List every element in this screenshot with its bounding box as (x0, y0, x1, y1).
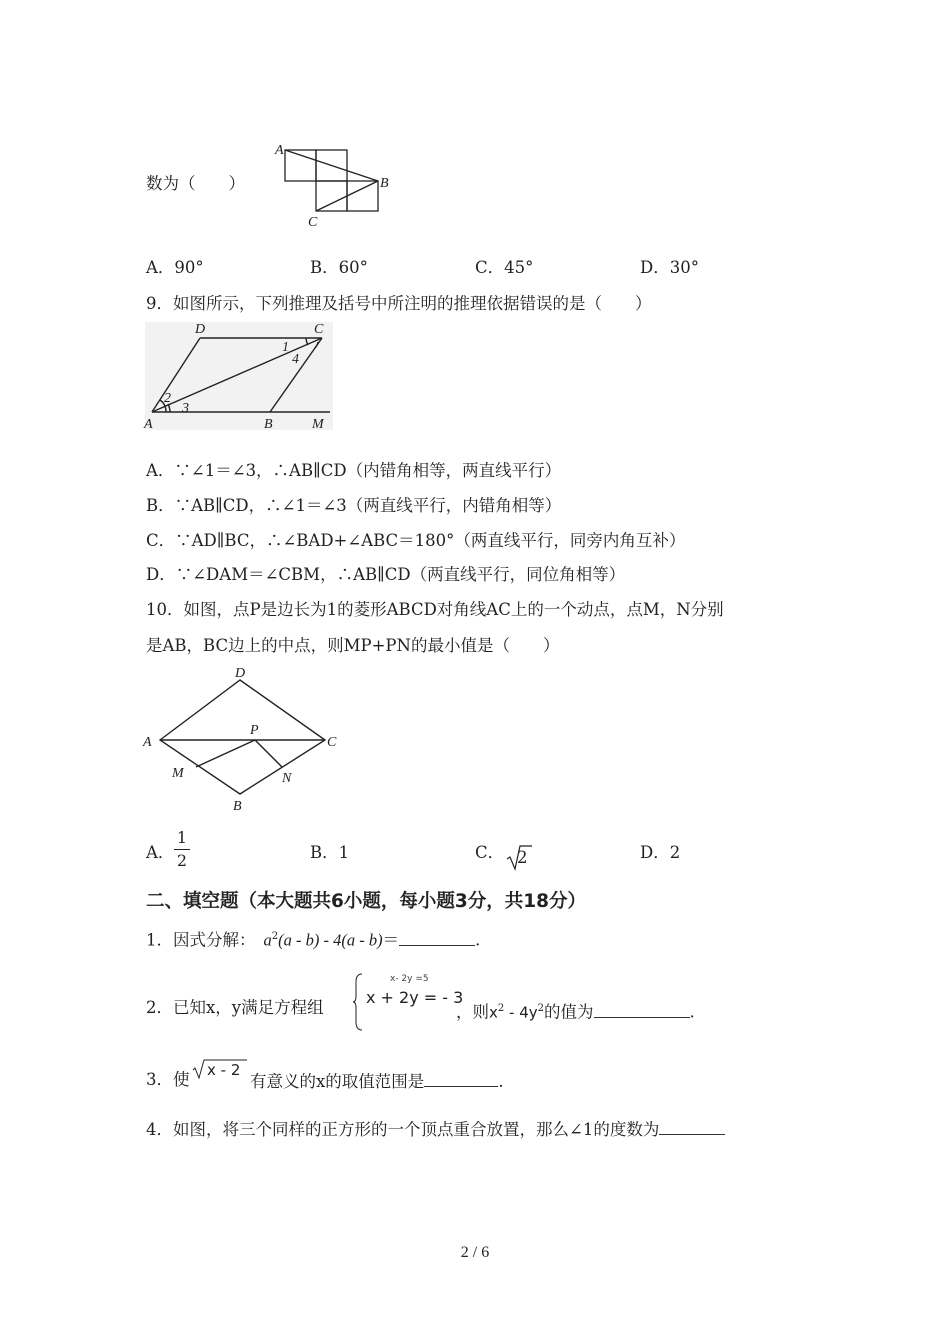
question-9-figure (140, 318, 340, 433)
fraction-bar (174, 849, 190, 850)
fill-2-tail (456, 999, 695, 1023)
q10-option-c-prefix: C． (475, 843, 505, 862)
angle-1: 1 (282, 340, 289, 355)
q10-option-a-fraction (174, 828, 190, 871)
label-c: C (308, 215, 318, 230)
question-8-tail: 数为（ ） (146, 174, 245, 193)
fill-2-expr-sup1: 2 (497, 1003, 505, 1014)
question-9-stem: 9．如图所示，下列推理及括号中所注明的推理依据错误的是（ ） (146, 294, 652, 313)
fraction-numerator: 1 (176, 828, 188, 847)
fill-3-prefix: 3．使 (146, 1070, 190, 1089)
page-number: 2 / 6 (460, 1244, 490, 1261)
question-8-figure (270, 138, 395, 233)
fill-2-prefix: 2．已知x，y满足方程组 (146, 998, 324, 1017)
angle-3: 3 (182, 401, 189, 416)
fill-2-mid: ，则 (456, 1002, 489, 1022)
fill-4-text: 4．如图，将三个同样的正方形的一个顶点重合放置，那么∠1的度数为 (146, 1120, 660, 1139)
label-c: C (327, 735, 337, 750)
fill-1-end: . (475, 930, 481, 950)
question-10-stem-line1: 10．如图，点P是边长为1的菱形ABCD对角线AC上的一个动点，点M，N分别 (146, 600, 724, 619)
fill-1-expr-a: a (263, 930, 272, 950)
fraction-denominator: 2 (176, 851, 188, 870)
q8-option-d: D．30° (640, 258, 699, 277)
fill-4-blank[interactable] (659, 1118, 725, 1135)
fill-1-prefix: 1．因式分解： (146, 930, 256, 950)
q9-option-c: C．∵AD∥BC，∴∠BAD+∠ABC＝180°（两直线平行，同旁内角互补） (146, 531, 686, 550)
fill-2-expr-x: x (489, 1003, 498, 1022)
q10-option-d: D．2 (640, 843, 681, 862)
q8-option-a: A．90° (146, 258, 204, 277)
q9-option-b: B．∵AB∥CD，∴∠1＝∠3（两直线平行，内错角相等） (146, 496, 562, 515)
fill-4 (146, 1118, 725, 1140)
fill-1-expr-sup: 2 (271, 931, 279, 942)
question-10-stem-line2: 是AB，BC边上的中点，则MP+PN的最小值是（ ） (146, 636, 560, 655)
label-n: N (282, 771, 292, 786)
q10-option-c-radicand: 2 (517, 848, 528, 867)
label-c: C (314, 322, 324, 337)
fill-2-end: . (689, 1002, 695, 1022)
question-10-figure (140, 662, 350, 817)
q8-option-b: B．60° (310, 258, 368, 277)
label-b: B (233, 799, 242, 814)
fill-1-eq: ＝ (382, 930, 400, 950)
label-p: P (250, 723, 259, 738)
fill-2-suffix: 的值为 (544, 1002, 594, 1022)
label-b: B (264, 417, 273, 432)
angle-4: 4 (292, 352, 299, 367)
fill-2-expr-mid: - 4y (504, 1003, 538, 1022)
label-m: M (312, 417, 324, 432)
label-b: B (380, 176, 389, 191)
label-d: D (235, 666, 246, 681)
fill-1-expr-rest: (a - b) - 4(a - b) (278, 930, 383, 950)
label-d: D (195, 322, 206, 337)
fill-3-end: . (498, 1072, 504, 1091)
q9-option-a: A．∵∠1＝∠3，∴AB∥CD（内错角相等，两直线平行） (146, 461, 562, 480)
fill-1 (146, 927, 480, 951)
three-squares-shape (285, 150, 378, 211)
fill-3-radicand: x - 2 (207, 1061, 241, 1079)
fill-2-eq1: x- 2y =5 (390, 974, 429, 984)
q9-option-d: D．∵∠DAM＝∠CBM，∴AB∥CD（两直线平行，同位角相等） (146, 565, 626, 584)
fill-2-eq2: x + 2y = - 3 (366, 988, 464, 1007)
system-brace (352, 972, 364, 1032)
fill-3-suffix: 有意义的x的取值范围是 (250, 1072, 425, 1091)
q10-option-a-prefix: A． (146, 843, 175, 862)
rhombus-shape (160, 680, 325, 794)
fill-3-blank[interactable] (424, 1070, 498, 1087)
fill-2-expr-sup2: 2 (537, 1003, 545, 1014)
section-2-heading: 二、填空题（本大题共6小题，每小题3分，共18分） (146, 891, 586, 912)
label-a: A (275, 143, 284, 158)
label-a: A (143, 735, 152, 750)
label-m: M (172, 766, 184, 781)
angle-2: 2 (164, 391, 171, 406)
q8-option-c: C．45° (475, 258, 534, 277)
fill-3-tail (250, 1070, 504, 1092)
fill-1-blank[interactable] (399, 929, 475, 946)
label-a: A (144, 417, 153, 432)
q10-option-b: B．1 (310, 843, 350, 862)
fill-2-blank[interactable] (594, 1001, 690, 1018)
